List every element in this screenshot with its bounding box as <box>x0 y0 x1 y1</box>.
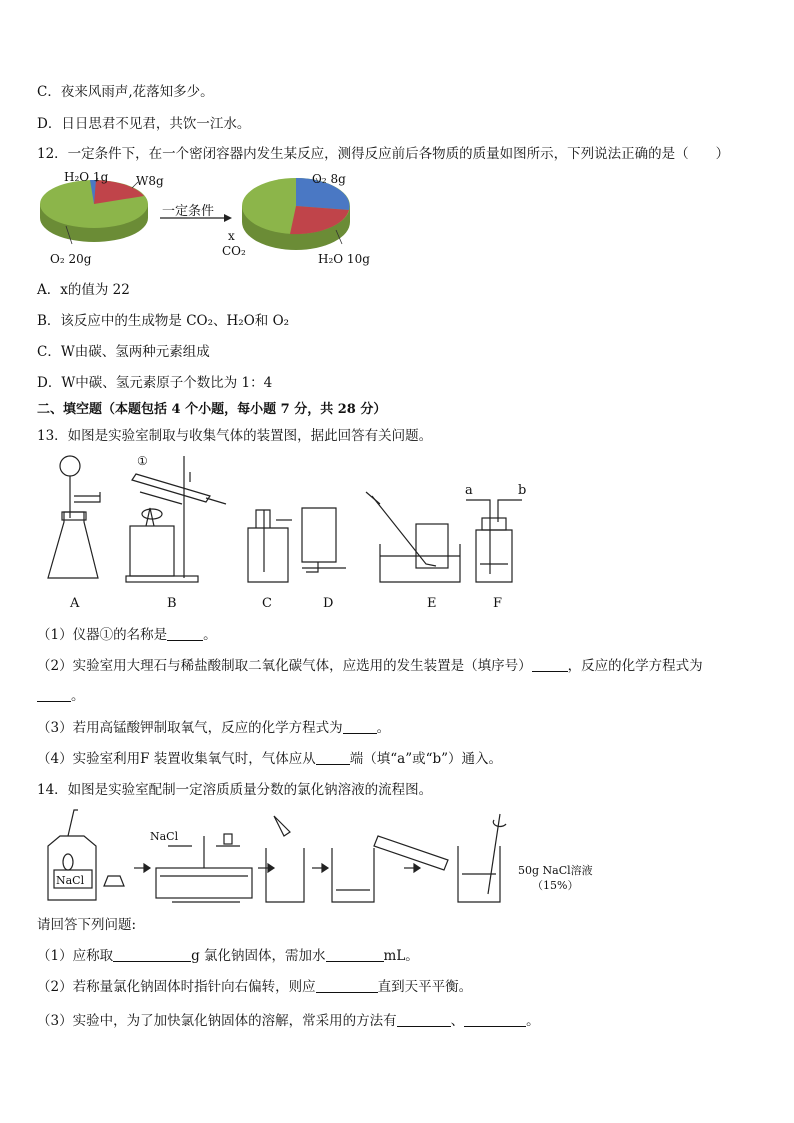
q13-blank3[interactable] <box>37 687 71 702</box>
q14-part2: （2）若称量氯化钠固体时指针向右偏转，则应 直到天平平衡。 <box>37 979 473 995</box>
q14-prompt: 请回答下列问题: <box>37 917 137 933</box>
port-b-label: b <box>518 483 527 498</box>
apparatus-label-b: B <box>167 596 177 611</box>
pie-after-co2-label: CO₂ <box>222 244 246 258</box>
apparatus-label-d: D <box>323 596 334 611</box>
apparatus-label-a: A <box>70 596 80 611</box>
arrow-label: 一定条件 <box>162 204 215 219</box>
q13-part2: （2）实验室用大理石与稀盐酸制取二氧化碳气体，应选用的发生装置是（填序号） ，反应的化学方程式为 <box>37 658 703 674</box>
pie-before <box>40 178 148 244</box>
pie-before-o2-label: O₂ 20g <box>50 252 92 266</box>
q13-part3: （3）若用高锰酸钾制取氧气，反应的化学方程式为 。 <box>37 720 391 736</box>
beaker-funnel <box>266 816 304 902</box>
q12-option-b: B．该反应中的生成物是 CO₂、H₂O和 O₂ <box>37 313 290 329</box>
q14-blank2[interactable] <box>326 947 384 962</box>
q13-apparatus-figure <box>36 452 546 592</box>
port-a-label: a <box>465 483 473 498</box>
apparatus-d <box>302 508 346 572</box>
bottle-nacl-label: NaCl <box>56 874 85 887</box>
option-c-prev: C．夜来风雨声,花落知多少。 <box>37 84 214 100</box>
q14-blank1[interactable] <box>113 947 191 962</box>
q13-blank1[interactable] <box>167 626 203 641</box>
apparatus-label-c: C <box>262 596 272 611</box>
pie-after-h2o-label: H₂O 10g <box>318 252 370 266</box>
q12-stem: 12．一定条件下，在一个密闭容器内发生某反应，测得反应前后各物质的质量如图所示，下列说法正确的是（ ） <box>37 146 730 162</box>
pie-before-h2o-label: H₂O 1g <box>64 170 109 184</box>
pie-before-w-label: W8g <box>136 174 164 188</box>
q13-stem: 13．如图是实验室制取与收集气体的装置图，据此回答有关问题。 <box>37 428 433 444</box>
balance <box>156 834 252 902</box>
q14-stem: 14．如图是实验室配制一定溶质质量分数的氯化钠溶液的流程图。 <box>37 782 433 798</box>
q13-blank2[interactable] <box>532 657 568 672</box>
pie-after-x-label: x <box>228 229 235 243</box>
option-d-prev: D．日日思君不见君，共饮一江水。 <box>37 116 251 132</box>
q14-blank5[interactable] <box>464 1012 526 1027</box>
q13-blank5[interactable] <box>316 750 350 765</box>
section-heading: 二、填空题（本题包括 4 个小题，每小题 7 分，共 28 分） <box>37 402 387 417</box>
arrow-head <box>224 214 232 222</box>
apparatus-label-e: E <box>427 596 437 611</box>
q13-part1: （1）仪器①的名称是 。 <box>37 627 217 643</box>
q13-part4: （4）实验室利用F 装置收集氧气时，气体应从 端（填“a”或“b”）通入。 <box>37 751 503 767</box>
q13-part2-cont: 。 <box>37 687 85 705</box>
apparatus-f <box>466 500 522 582</box>
solution-label: 50g NaCl溶液 <box>518 864 593 877</box>
q12-option-a: A．x的值为 22 <box>37 282 130 298</box>
q14-part1: （1）应称取 g 氯化钠固体，需加水 mL。 <box>37 948 419 964</box>
q12-option-d: D．W中碳、氢元素原子个数比为 1：4 <box>37 375 273 391</box>
apparatus-a <box>48 456 100 578</box>
q14-part3: （3）实验中，为了加快氯化钠固体的溶解，常采用的方法有 、 。 <box>37 1013 540 1029</box>
solution-percent: （15%） <box>532 879 579 892</box>
q13-blank4[interactable] <box>343 719 377 734</box>
beaker-cylinder <box>332 836 448 902</box>
apparatus-b <box>126 456 226 582</box>
q14-blank4[interactable] <box>397 1012 451 1027</box>
apparatus-e <box>366 492 460 582</box>
q12-option-c: C．W由碳、氢两种元素组成 <box>37 344 210 360</box>
balance-nacl-label: NaCl <box>150 830 179 843</box>
instrument-circle-label: ① <box>137 454 148 468</box>
beaker-stirring <box>458 814 506 902</box>
q14-flow-figure <box>44 806 564 910</box>
pie-after-o2-label: O₂ 8g <box>312 172 346 186</box>
apparatus-label-f: F <box>493 596 503 611</box>
apparatus-c <box>248 510 292 582</box>
pie-after <box>242 178 350 250</box>
q14-blank3[interactable] <box>316 978 378 993</box>
